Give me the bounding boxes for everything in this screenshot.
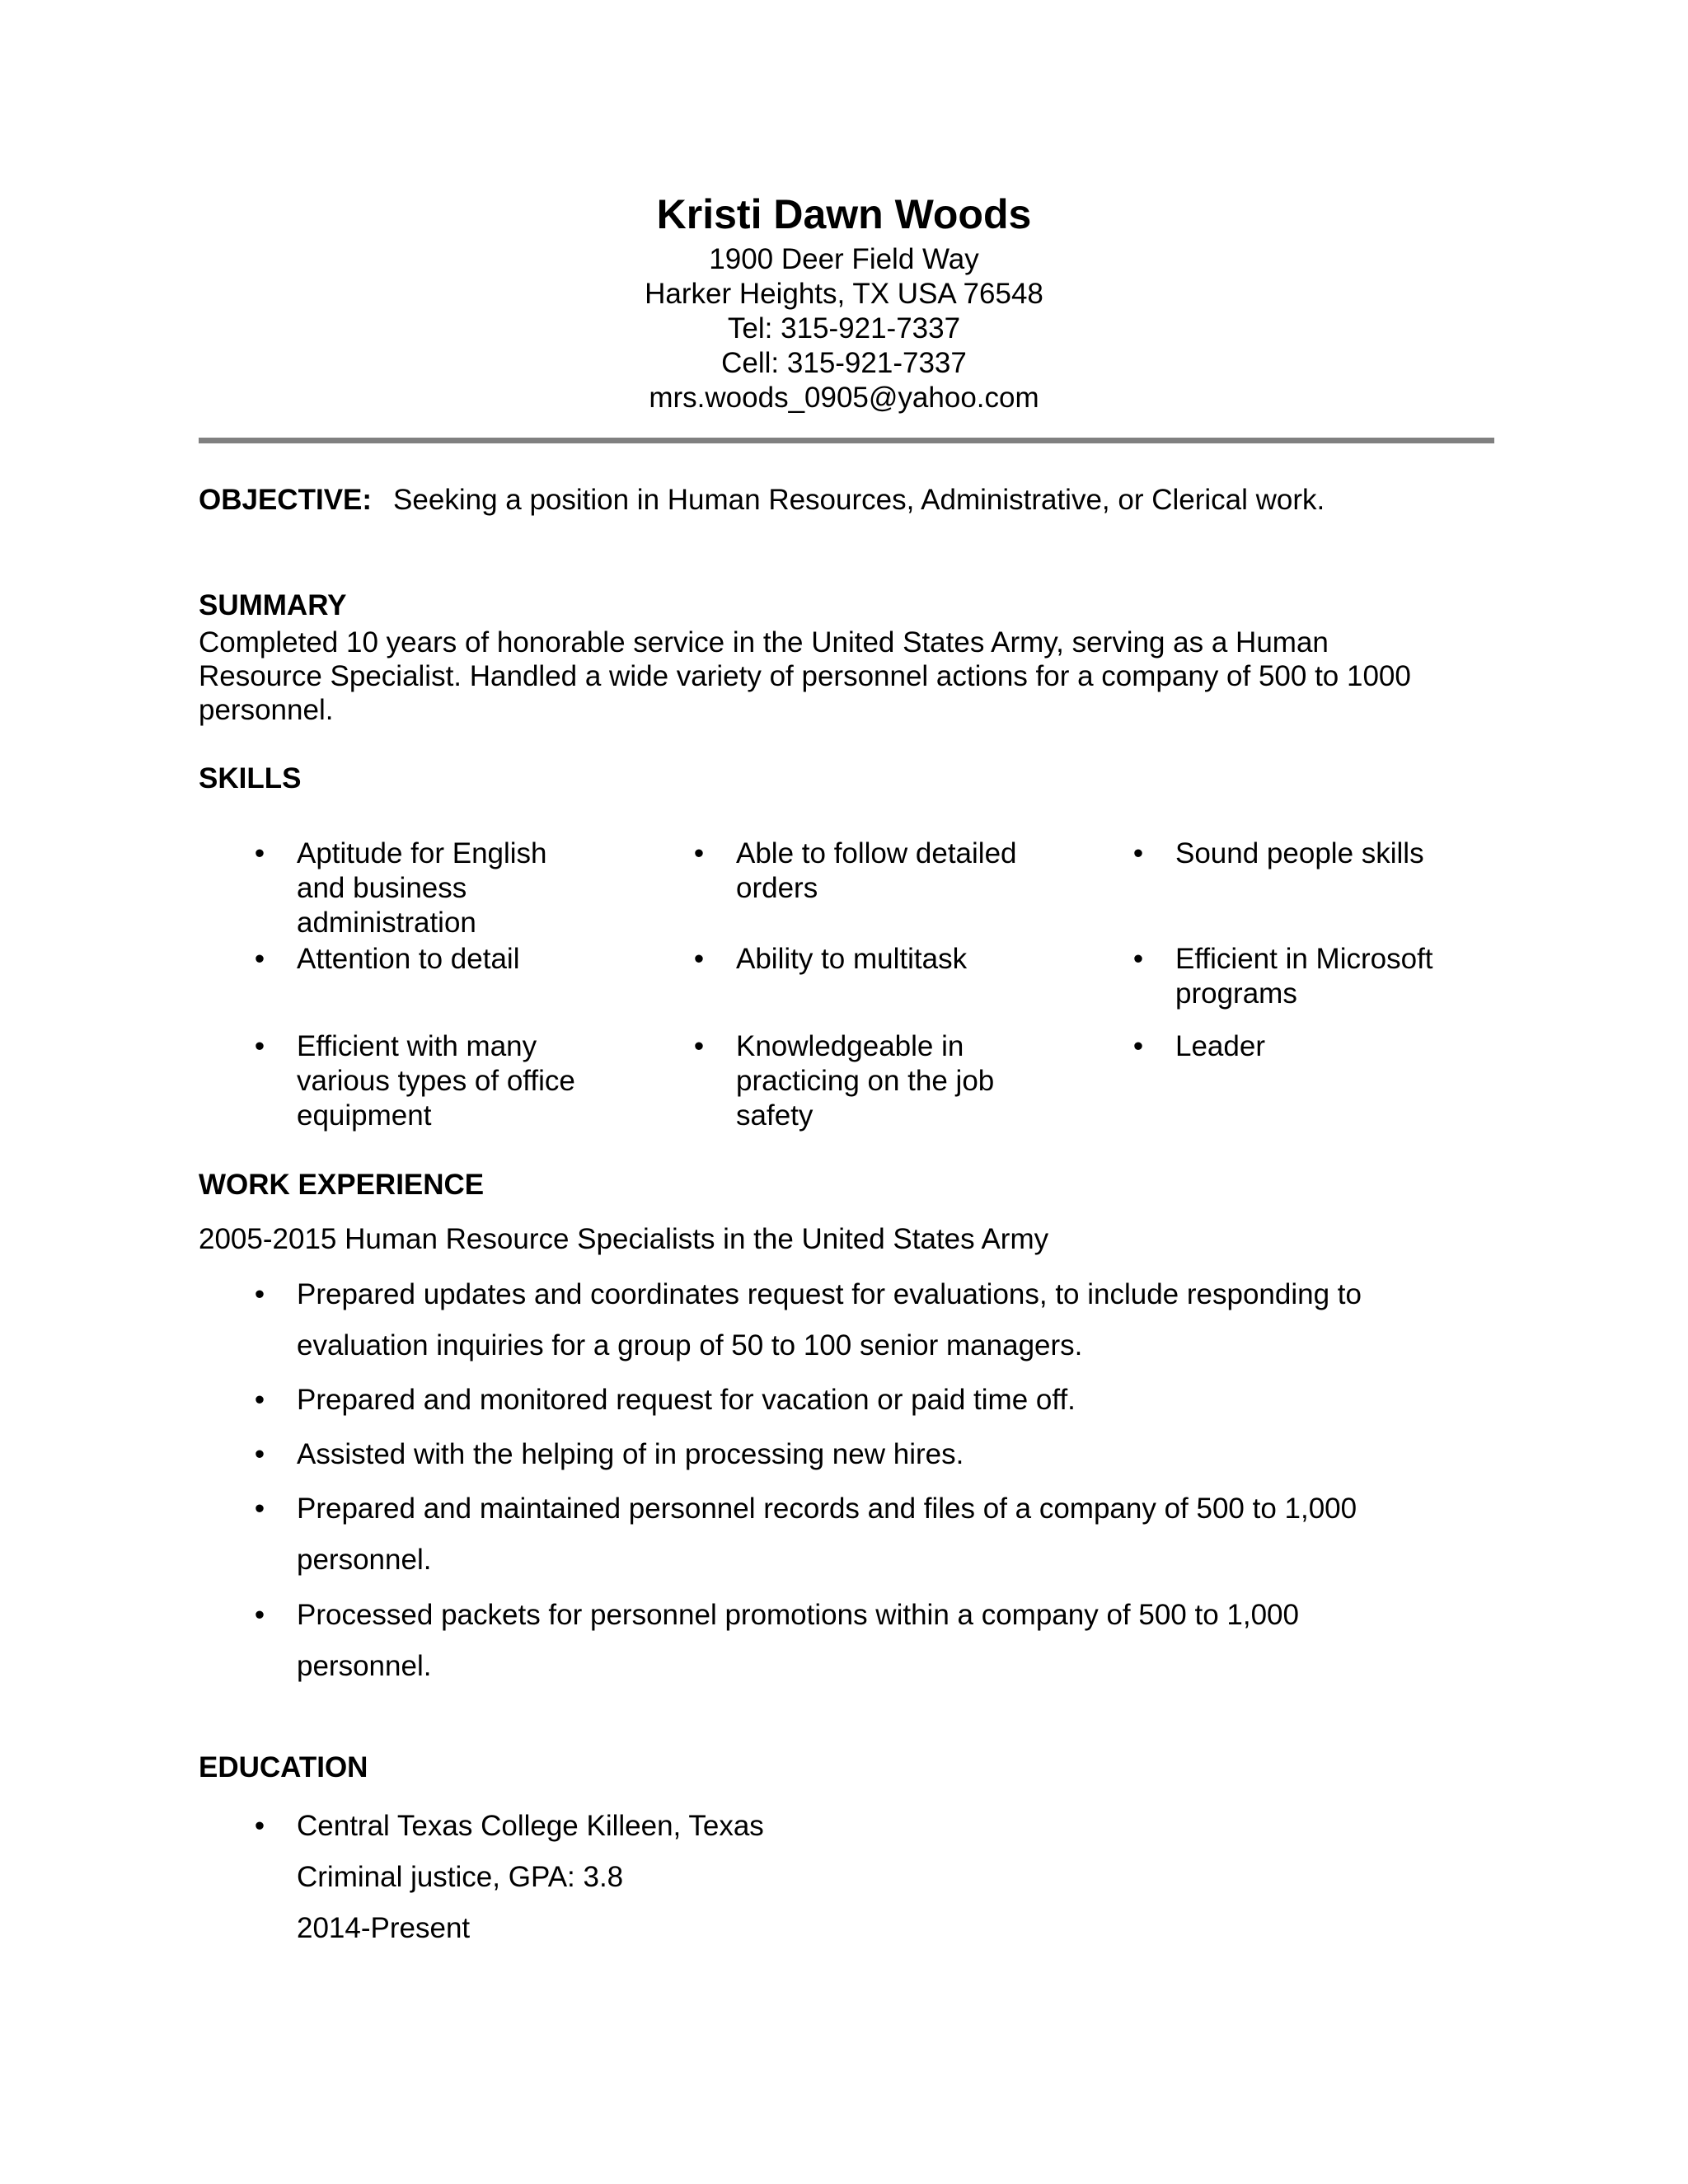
header-divider	[199, 438, 1494, 443]
summary-line: Completed 10 years of honorable service in the United States Army, serving as a Human	[199, 626, 1329, 658]
skill-line: administration	[297, 907, 476, 939]
education-dates: 2014-Present	[297, 1912, 471, 1944]
skills-heading: SKILLS	[199, 762, 302, 794]
skill-line: and business	[297, 872, 467, 904]
bullet-icon: •	[1132, 837, 1144, 869]
skill-line: various types of office	[297, 1065, 575, 1097]
work-item	[254, 1269, 1492, 1371]
objective-section	[199, 483, 1325, 518]
bullet-icon: •	[254, 1810, 265, 1842]
email-address: mrs.woods_0905@yahoo.com	[649, 382, 1039, 414]
telephone: Tel: 315-921-7337	[727, 312, 961, 344]
bullet-icon: •	[254, 837, 265, 869]
skill-line: programs	[1175, 977, 1297, 1010]
skill-item	[254, 837, 709, 940]
work-line: Assisted with the helping of in processing new hires.	[297, 1438, 964, 1470]
education-heading: EDUCATION	[199, 1751, 368, 1783]
skill-line: Knowledgeable in	[736, 1030, 964, 1062]
bullet-icon: •	[254, 943, 265, 975]
skill-line: Leader	[1175, 1030, 1265, 1062]
skill-line: Aptitude for English	[297, 837, 547, 869]
work-item	[254, 1590, 1492, 1692]
bullet-icon: •	[254, 1384, 265, 1416]
bullet-icon: •	[254, 1438, 265, 1470]
skill-line: safety	[736, 1099, 814, 1132]
skill-line: Sound people skills	[1175, 837, 1424, 869]
skill-line: orders	[736, 872, 818, 904]
bullet-icon: •	[1132, 1030, 1144, 1062]
work-heading: WORK EXPERIENCE	[199, 1169, 485, 1201]
summary-line: Resource Specialist. Handled a wide variety of personnel actions for a company of 500 to 1000	[199, 660, 1411, 692]
address-line-2: Harker Heights, TX USA 76548	[645, 278, 1043, 310]
skill-line: Efficient in Microsoft	[1175, 943, 1433, 975]
resume-name: Kristi Dawn Woods	[656, 191, 1032, 237]
bullet-icon: •	[693, 837, 705, 869]
skill-item	[1132, 1029, 1505, 1064]
skill-item	[254, 942, 709, 977]
summary-heading: SUMMARY	[199, 589, 347, 621]
skill-line: Able to follow detailed	[736, 837, 1017, 869]
objective-label: OBJECTIVE:	[199, 484, 373, 516]
skill-line: Efficient with many	[297, 1030, 537, 1062]
skill-line: practicing on the job	[736, 1065, 995, 1097]
work-position: 2005-2015 Human Resource Specialists in the United States Army	[199, 1223, 1049, 1255]
education-item	[254, 1801, 764, 1954]
work-line: Prepared and maintained personnel records and files of a company of 500 to 1,000	[297, 1493, 1357, 1525]
work-line: evaluation inquiries for a group of 50 to 100 senior managers.	[297, 1329, 1083, 1361]
summary-text	[199, 626, 1497, 727]
work-item	[254, 1375, 1492, 1426]
skill-line: equipment	[297, 1099, 432, 1132]
bullet-icon: •	[254, 1493, 265, 1525]
skill-line: Attention to detail	[297, 943, 520, 975]
objective-text: Seeking a position in Human Resources, Administrative, or Clerical work.	[393, 484, 1325, 516]
work-line: personnel.	[297, 1544, 432, 1576]
bullet-icon: •	[693, 1030, 705, 1062]
skill-item	[693, 942, 1132, 977]
work-line: Prepared and monitored request for vacation or paid time off.	[297, 1384, 1076, 1416]
bullet-icon: •	[1132, 943, 1144, 975]
work-item	[254, 1429, 1492, 1480]
skill-line: Ability to multitask	[736, 943, 968, 975]
work-item	[254, 1483, 1492, 1586]
contact-block	[0, 242, 1688, 415]
skill-item	[254, 1029, 709, 1133]
address-line-1: 1900 Deer Field Way	[709, 243, 979, 275]
bullet-icon: •	[693, 943, 705, 975]
skill-item	[1132, 942, 1505, 1011]
cell-phone: Cell: 315-921-7337	[721, 347, 967, 379]
education-program: Criminal justice, GPA: 3.8	[297, 1861, 624, 1893]
bullet-icon: •	[254, 1278, 265, 1310]
skill-item	[693, 1029, 1132, 1133]
bullet-icon: •	[254, 1599, 265, 1631]
education-school: Central Texas College Killeen, Texas	[297, 1810, 764, 1842]
work-line: personnel.	[297, 1650, 432, 1682]
skill-item	[1132, 837, 1505, 871]
work-line: Prepared updates and coordinates request for evaluations, to include responding to	[297, 1278, 1362, 1310]
skill-item	[693, 837, 1132, 906]
bullet-icon: •	[254, 1030, 265, 1062]
summary-line: personnel.	[199, 694, 334, 726]
work-line: Processed packets for personnel promotions within a company of 500 to 1,000	[297, 1599, 1299, 1631]
